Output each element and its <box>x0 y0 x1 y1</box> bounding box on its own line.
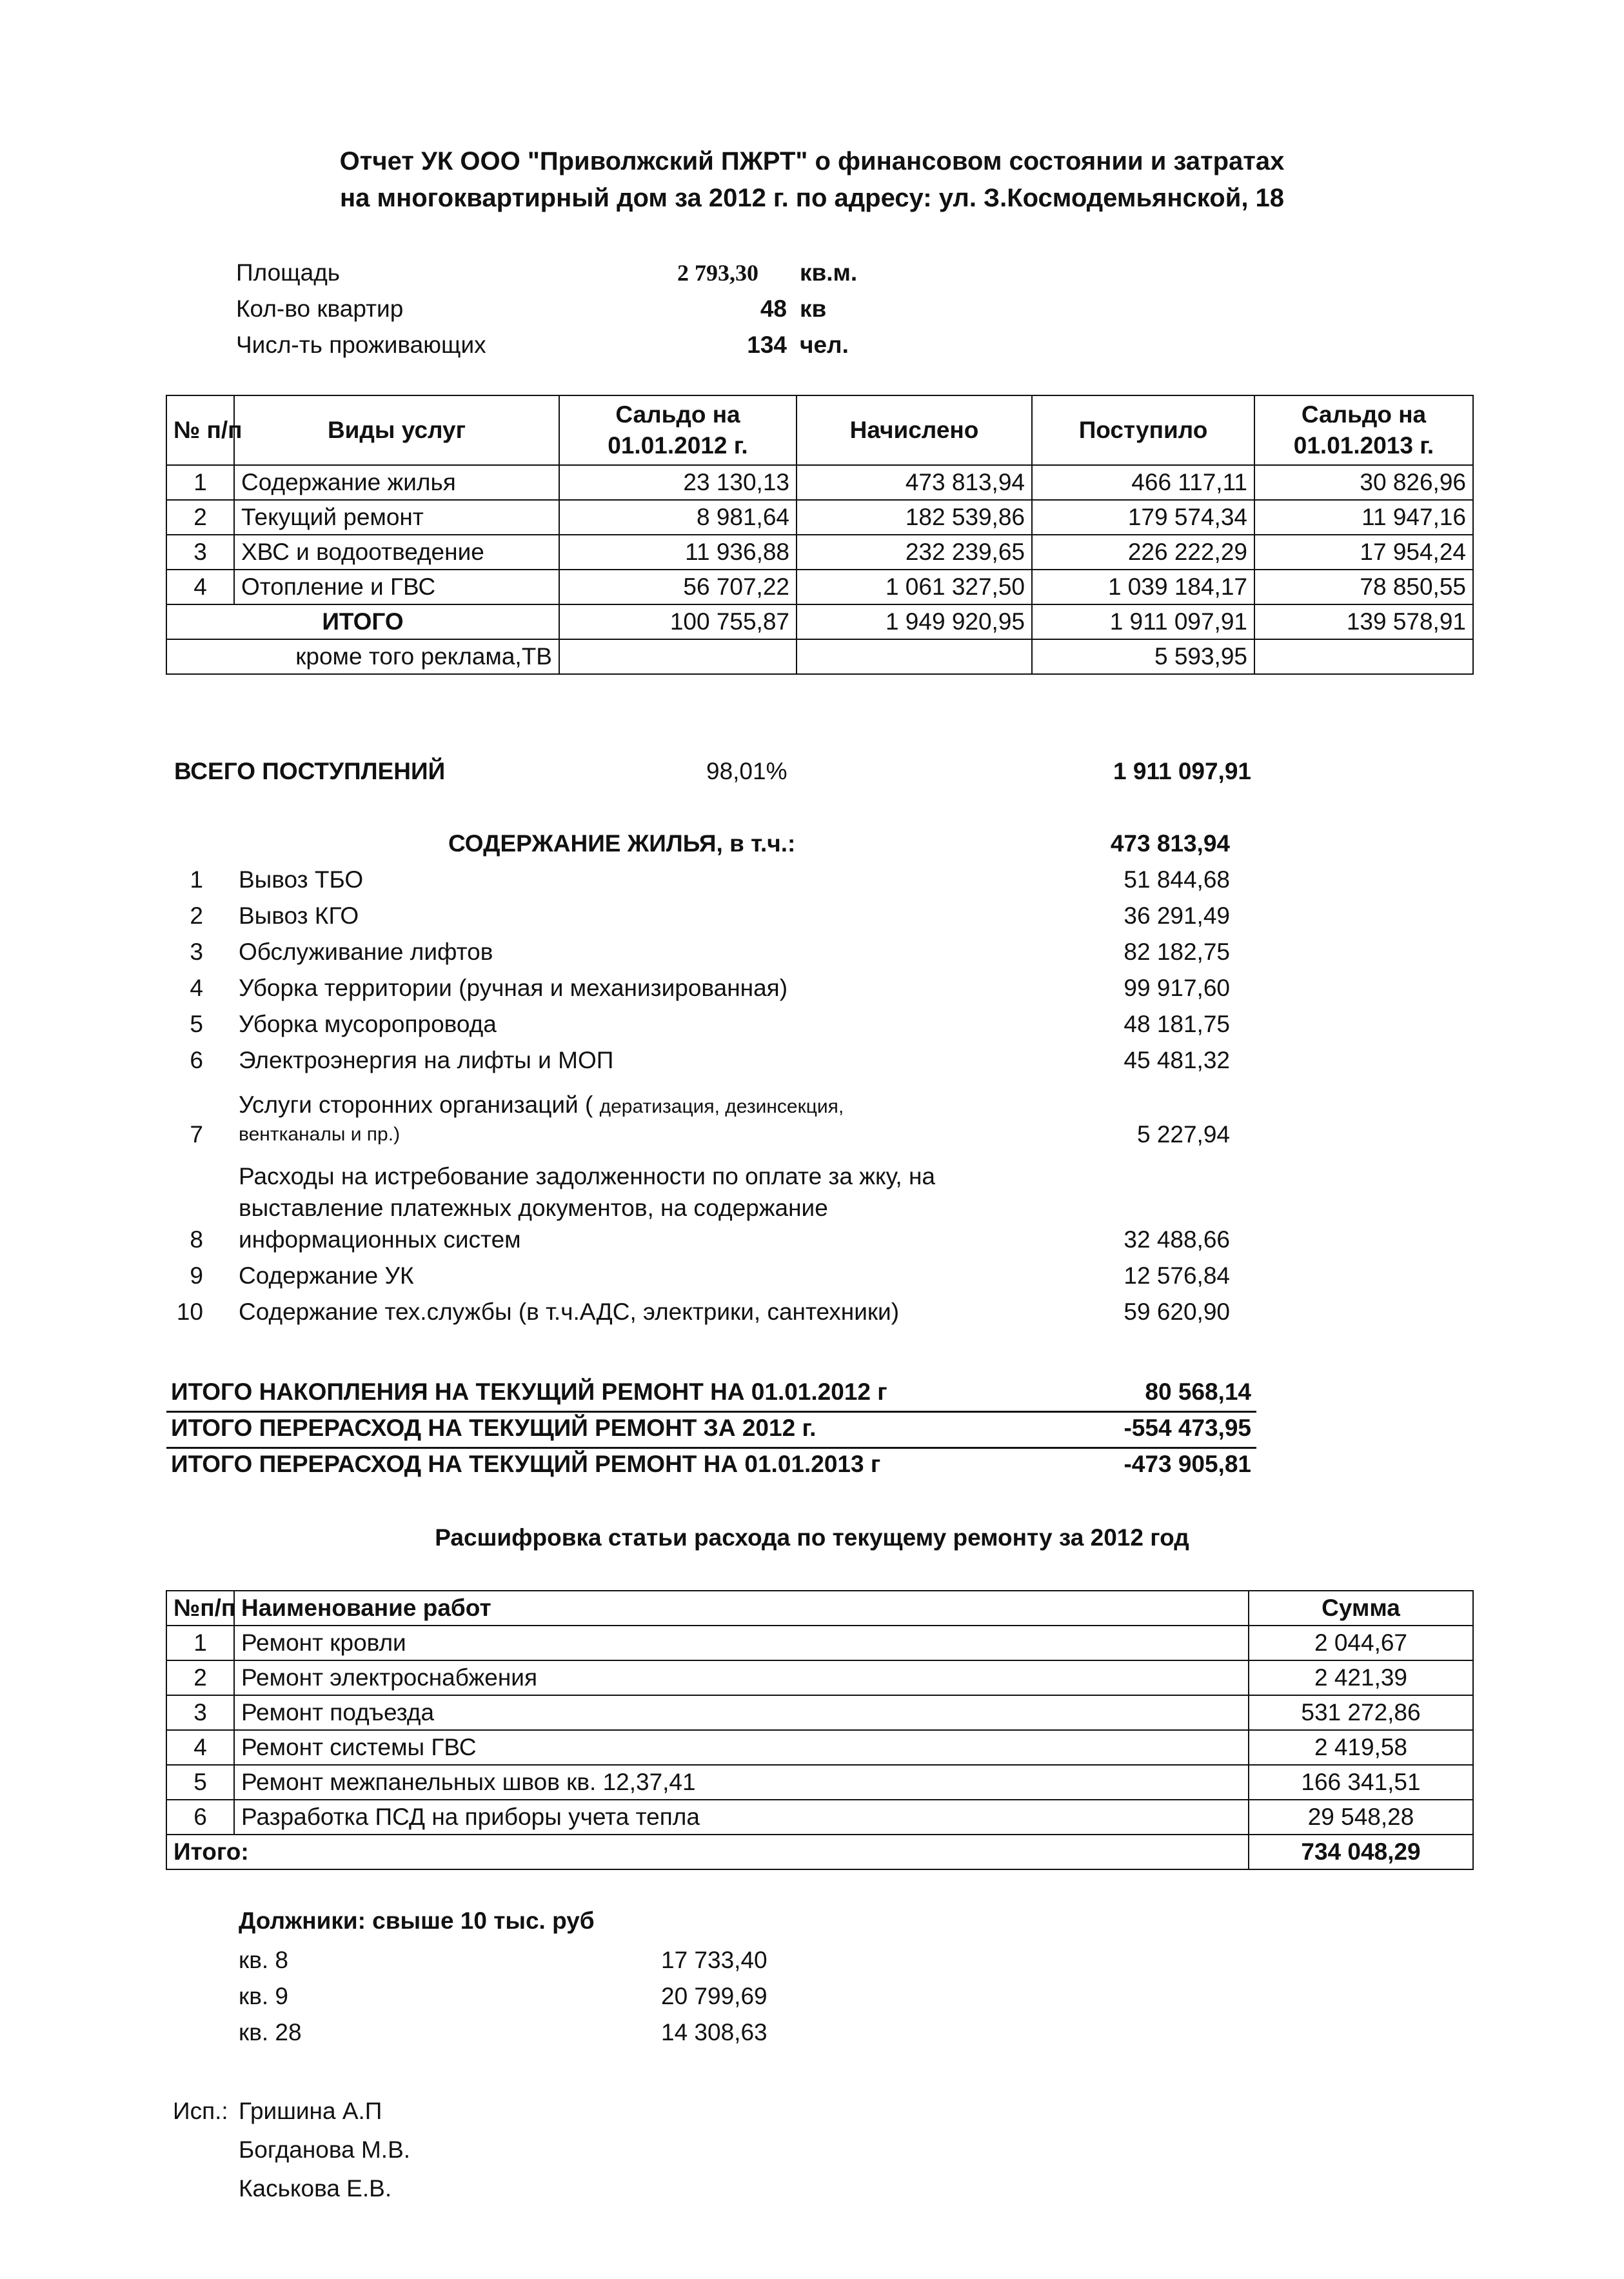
balance-2012: 56 707,22 <box>559 570 797 604</box>
work-sum: 29 548,28 <box>1249 1800 1473 1835</box>
list-item: 5 <box>190 1011 203 1037</box>
repair-total-amount: -554 473,95 <box>1124 1415 1251 1441</box>
item-name-continued: информационных систем <box>239 1226 521 1253</box>
apartments-label: Кол-во квартир <box>236 295 404 322</box>
receipts-label: ВСЕГО ПОСТУПЛЕНИЙ <box>174 758 446 784</box>
repair-total-label: ИТОГО ПЕРЕРАСХОД НА ТЕКУЩИЙ РЕМОНТ ЗА 2012 г. <box>171 1415 817 1441</box>
executors-label: Исп.: <box>173 2098 228 2124</box>
services-table <box>166 395 1474 675</box>
item-name: Расходы на истребование задолженности по оплате за жку, на <box>239 1163 935 1189</box>
balance-2013: 78 850,55 <box>1254 570 1473 604</box>
work-name: Ремонт подъезда <box>234 1695 1249 1730</box>
divider <box>166 1411 1256 1413</box>
table-header-row <box>166 395 1473 465</box>
table-row <box>166 1660 1473 1695</box>
balance-2012: 8 981,64 <box>559 500 797 535</box>
list-item: 1 <box>190 866 203 893</box>
balance-2013: 30 826,96 <box>1254 465 1473 500</box>
ads-empty-cell <box>559 639 797 674</box>
item-name: Содержание тех.службы (в т.ч.АДС, электрики, сантехники) <box>239 1299 900 1325</box>
item-amount: 32 488,66 <box>1124 1226 1230 1253</box>
row-number: 4 <box>166 1730 234 1765</box>
service-name: ХВС и водоотведение <box>234 535 559 570</box>
table-row <box>166 1730 1473 1765</box>
list-item: 3 <box>190 939 203 965</box>
list-item: 8 <box>190 1226 203 1253</box>
row-number: 2 <box>166 1660 234 1695</box>
received: 226 222,29 <box>1032 535 1254 570</box>
executor-name: Гришина А.П <box>239 2098 382 2124</box>
apartments-unit: кв <box>800 295 827 322</box>
table-row <box>166 1695 1473 1730</box>
debtor-amount: 17 733,40 <box>661 1947 767 1973</box>
repair-total-amount: 80 568,14 <box>1145 1378 1251 1405</box>
service-name: Текущий ремонт <box>234 500 559 535</box>
balance-2013: 17 954,24 <box>1254 535 1473 570</box>
list-item: 9 <box>190 1262 203 1289</box>
total-received: 1 911 097,91 <box>1032 604 1254 639</box>
table-row <box>166 465 1473 500</box>
debtor-amount: 20 799,69 <box>661 1983 767 2009</box>
item-amount: 82 182,75 <box>1124 939 1230 965</box>
row-number: 6 <box>166 1800 234 1835</box>
col-header-work: Наименование работ <box>234 1591 1249 1626</box>
col-header-number: № п/п <box>166 395 234 465</box>
item-name-continued: вентканалы и пр.) <box>239 1124 401 1145</box>
work-sum: 2 419,58 <box>1249 1730 1473 1765</box>
row-number: 2 <box>166 500 234 535</box>
received: 466 117,11 <box>1032 465 1254 500</box>
row-number: 4 <box>166 570 234 604</box>
item-name: Обслуживание лифтов <box>239 939 493 965</box>
balance-2012: 23 130,13 <box>559 465 797 500</box>
item-amount: 5 227,94 <box>1136 1121 1230 1148</box>
total-balance-2012: 100 755,87 <box>559 604 797 639</box>
work-name: Ремонт межпанельных швов кв. 12,37,41 <box>234 1765 1249 1800</box>
item-name: Вывоз ТБО <box>239 866 364 893</box>
work-sum: 2 044,67 <box>1249 1626 1473 1660</box>
table-header-row <box>166 1591 1473 1626</box>
row-number: 1 <box>166 465 234 500</box>
item-name: Уборка мусоропровода <box>239 1011 497 1037</box>
maintenance-total: 473 813,94 <box>1110 830 1230 857</box>
report-title-line1: Отчет УК ООО "Приволжский ПЖРТ" о финансовом состоянии и затратах <box>339 147 1285 175</box>
debtor-apartment: кв. 8 <box>239 1947 288 1973</box>
work-sum: 2 421,39 <box>1249 1660 1473 1695</box>
item-name: Услуги сторонних организаций ( дератизация, дезинсекция, <box>239 1091 844 1118</box>
debtor-apartment: кв. 28 <box>239 2019 302 2045</box>
executor-name: Богданова М.В. <box>239 2136 411 2163</box>
repair-total-label: ИТОГО ПЕРЕРАСХОД НА ТЕКУЩИЙ РЕМОНТ НА 01.01.2013 г <box>171 1451 881 1477</box>
item-name-continued: выставление платежных документов, на содержание <box>239 1195 828 1221</box>
receipts-amount: 1 911 097,91 <box>1113 758 1251 784</box>
debtors-heading: Должники: свыше 10 тыс. руб <box>239 1907 595 1934</box>
total-row <box>166 604 1473 639</box>
repair-table <box>166 1590 1474 1870</box>
work-sum: 531 272,86 <box>1249 1695 1473 1730</box>
col-header-sum: Сумма <box>1249 1591 1473 1626</box>
col-header-balance-2012: Сальдо на 01.01.2012 г. <box>559 395 797 465</box>
table-row <box>166 1765 1473 1800</box>
col-header-balance-2013: Сальдо на 01.01.2013 г. <box>1254 395 1473 465</box>
item-name: Уборка территории (ручная и механизированная) <box>239 975 788 1001</box>
charged: 473 813,94 <box>797 465 1032 500</box>
work-name: Ремонт электроснабжения <box>234 1660 1249 1695</box>
item-amount: 51 844,68 <box>1124 866 1230 893</box>
item-amount: 48 181,75 <box>1124 1011 1230 1037</box>
col-header-number: №п/п <box>166 1591 234 1626</box>
row-number: 3 <box>166 1695 234 1730</box>
ads-empty-cell <box>1254 639 1473 674</box>
row-number: 1 <box>166 1626 234 1660</box>
work-name: Ремонт кровли <box>234 1626 1249 1660</box>
list-item: 4 <box>190 975 203 1001</box>
work-sum: 166 341,51 <box>1249 1765 1473 1800</box>
item-amount: 99 917,60 <box>1124 975 1230 1001</box>
ads-empty-cell <box>797 639 1032 674</box>
charged: 1 061 327,50 <box>797 570 1032 604</box>
col-header-charged: Начислено <box>797 395 1032 465</box>
residents-value: 134 <box>747 332 787 358</box>
area-unit: кв.м. <box>800 259 858 286</box>
col-header-received: Поступило <box>1032 395 1254 465</box>
table-row <box>166 535 1473 570</box>
row-number: 3 <box>166 535 234 570</box>
list-item: 2 <box>190 902 203 929</box>
receipts-percent: 98,01% <box>706 758 787 784</box>
maintenance-heading: СОДЕРЖАНИЕ ЖИЛЬЯ, в т.ч.: <box>448 830 796 857</box>
received: 1 039 184,17 <box>1032 570 1254 604</box>
divider <box>166 1447 1256 1449</box>
total-label: ИТОГО <box>166 604 559 639</box>
table-row <box>166 1800 1473 1835</box>
item-amount: 36 291,49 <box>1124 902 1230 929</box>
item-amount: 59 620,90 <box>1124 1299 1230 1325</box>
table-row <box>166 500 1473 535</box>
residents-unit: чел. <box>800 332 849 358</box>
service-name: Отопление и ГВС <box>234 570 559 604</box>
received: 179 574,34 <box>1032 500 1254 535</box>
ads-received: 5 593,95 <box>1032 639 1254 674</box>
service-name: Содержание жилья <box>234 465 559 500</box>
report-title-line2: на многоквартирный дом за 2012 г. по адресу: ул. З.Космодемьянской, 18 <box>339 184 1285 212</box>
item-name: Вывоз КГО <box>239 902 359 929</box>
list-item: 10 <box>176 1299 203 1325</box>
item-amount: 45 481,32 <box>1124 1047 1230 1073</box>
work-name: Ремонт системы ГВС <box>234 1730 1249 1765</box>
repair-section-heading: Расшифровка статьи расхода по текущему ремонту за 2012 год <box>435 1524 1189 1551</box>
charged: 232 239,65 <box>797 535 1032 570</box>
balance-2012: 11 936,88 <box>559 535 797 570</box>
total-sum: 734 048,29 <box>1249 1835 1473 1869</box>
item-amount: 12 576,84 <box>1124 1262 1230 1289</box>
apartments-value: 48 <box>760 295 787 322</box>
total-label: Итого: <box>166 1835 1249 1869</box>
balance-2013: 11 947,16 <box>1254 500 1473 535</box>
debtor-amount: 14 308,63 <box>661 2019 767 2045</box>
list-item: 7 <box>190 1121 203 1148</box>
executor-name: Каськова Е.В. <box>239 2175 392 2202</box>
total-charged: 1 949 920,95 <box>797 604 1032 639</box>
residents-label: Числ-ть проживающих <box>236 332 486 358</box>
charged: 182 539,86 <box>797 500 1032 535</box>
ads-label: кроме того реклама,ТВ <box>166 639 559 674</box>
item-name: Электроэнергия на лифты и МОП <box>239 1047 614 1073</box>
table-row <box>166 1626 1473 1660</box>
item-name: Содержание УК <box>239 1262 414 1289</box>
table-row <box>166 570 1473 604</box>
area-value: 2 793,30 <box>677 260 758 286</box>
repair-total-label: ИТОГО НАКОПЛЕНИЯ НА ТЕКУЩИЙ РЕМОНТ НА 01.01.2012 г <box>171 1378 887 1405</box>
row-number: 5 <box>166 1765 234 1800</box>
debtor-apartment: кв. 9 <box>239 1983 288 2009</box>
total-balance-2013: 139 578,91 <box>1254 604 1473 639</box>
total-row <box>166 1835 1473 1869</box>
col-header-service: Виды услуг <box>234 395 559 465</box>
repair-total-amount: -473 905,81 <box>1124 1451 1251 1477</box>
list-item: 6 <box>190 1047 203 1073</box>
area-label: Площадь <box>236 259 341 286</box>
work-name: Разработка ПСД на приборы учета тепла <box>234 1800 1249 1835</box>
ads-row <box>166 639 1473 674</box>
